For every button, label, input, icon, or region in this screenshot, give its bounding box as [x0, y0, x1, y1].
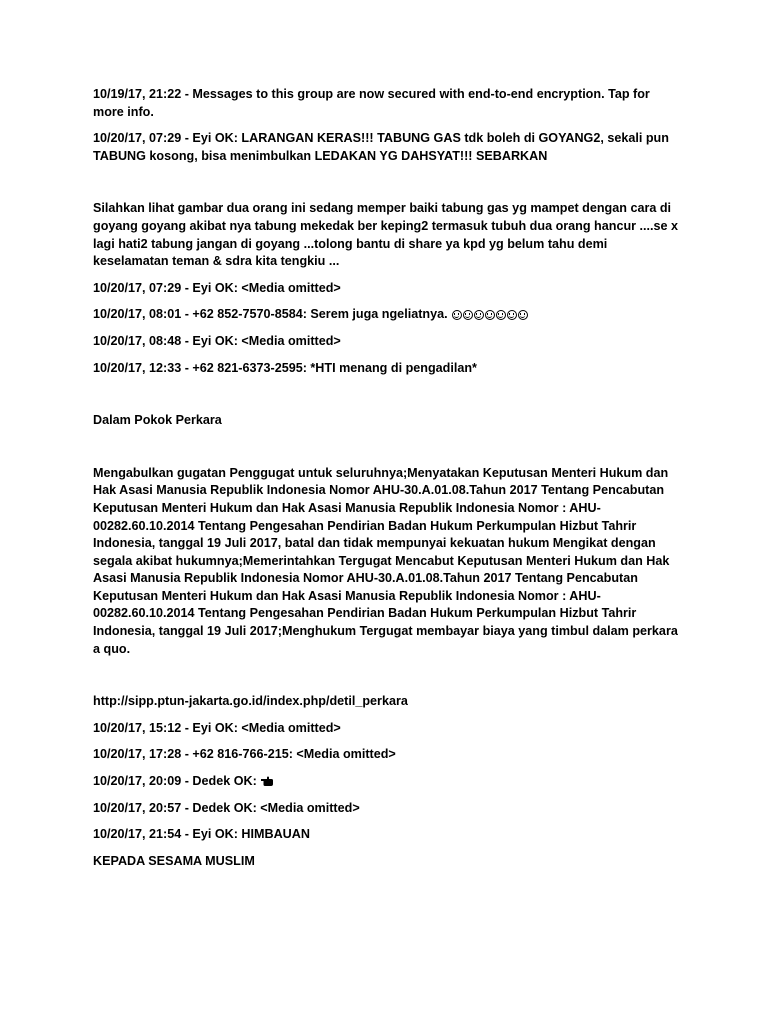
section-heading: [93, 412, 683, 430]
message-text: 10/20/17, 07:29 - Eyi OK: LARANGAN KERAS!!! TABUNG GAS tdk boleh di GOYANG2, sekali pun TABUNG kosong, bisa menimbulkan LEDAKAN YG DAHSYAT!!! SEBARKAN: [93, 131, 669, 163]
message-text: Mengabulkan gugatan Penggugat untuk seluruhnya;Menyatakan Keputusan Menteri Hukum dan Hak Asasi Manusia Republik Indonesia Nomor AHU-30.A.01.08.Tahun 2017 Tentang Pencabutan Keputusan Menteri Hukum dan Hak Asasi Manusia Republik Indonesia Nomor : AHU-00282.60.10.2014 Tentang Pengesahan Pendirian Badan Hukum Perkumpulan Hizbut Tahrir Indonesia, tanggal 19 Juli 2017, batal dan tidak mempunyai kekuatan hukum Mengikat dengan segala akibat hukumnya;Memerintahkan Tergugat Mencabut Keputusan Menteri Hukum dan Hak Asasi Manusia Republik Indonesia Nomor AHU-30.A.01.08.Tahun 2017 Tentang Pencabutan Keputusan Menteri Hukum dan Hak Asasi Manusia Republik Indonesia Nomor : AHU-00282.60.10.2014 Tentang Pengesahan Pendirian Badan Hukum Perkumpulan Hizbut Tahrir Indonesia, tanggal 19 Juli 2017;Menghukum Tergugat membayar biaya yang timbul dalam perkara a quo.: [93, 465, 678, 656]
laughing-emoji-icons: [452, 310, 528, 320]
chat-message: [93, 360, 683, 378]
chat-message: [93, 746, 683, 764]
chat-message: [93, 280, 683, 298]
chat-message: [93, 800, 683, 818]
laughing-face-icon: [463, 310, 473, 320]
chat-message: [93, 773, 683, 791]
message-text: 10/20/17, 08:48 - Eyi OK: <Media omitted>: [93, 333, 341, 348]
laughing-face-icon: [452, 310, 462, 320]
chat-message: [93, 306, 683, 324]
chat-message: [93, 130, 683, 165]
laughing-face-icon: [474, 310, 484, 320]
message-continuation: [93, 200, 683, 270]
laughing-face-icon: [507, 310, 517, 320]
message-text: Silahkan lihat gambar dua orang ini sedang memper baiki tabung gas yg mampet dengan cara di goyang goyang akibat nya tabung mekedak ber keping2 termasuk tubuh dua orang hancur ....se x lagi hati2 tabung jangan di goyang ...tolong bantu di share ya kpd yg belum tahu demi keselamatan teman & sdra kita tengkiu ...: [93, 201, 679, 269]
chat-export-document: [93, 86, 683, 879]
chat-message: [93, 333, 683, 351]
system-message: [93, 86, 683, 121]
chat-message: [93, 826, 683, 844]
message-continuation: [93, 853, 683, 871]
message-text: Dalam Pokok Perkara: [93, 413, 222, 428]
message-text: 10/20/17, 07:29 - Eyi OK: <Media omitted>: [93, 280, 341, 295]
message-text: 10/20/17, 12:33 - +62 821-6373-2595: *HTI menang di pengadilan*: [93, 360, 477, 375]
pointing-hand-icon: [261, 776, 273, 786]
link-line[interactable]: [93, 693, 683, 711]
chat-message: [93, 720, 683, 738]
laughing-face-icon: [485, 310, 495, 320]
message-text: 10/20/17, 17:28 - +62 816-766-215: <Media omitted>: [93, 747, 396, 762]
message-text: 10/20/17, 15:12 - Eyi OK: <Media omitted>: [93, 720, 341, 735]
verdict-paragraph: [93, 465, 683, 659]
message-text: 10/20/17, 08:01 - +62 852-7570-8584: Serem juga ngeliatnya.: [93, 307, 448, 322]
message-text: KEPADA SESAMA MUSLIM: [93, 853, 255, 868]
case-url[interactable]: http://sipp.ptun-jakarta.go.id/index.php/detil_perkara: [93, 694, 408, 709]
message-text: 10/20/17, 20:57 - Dedek OK: <Media omitted>: [93, 800, 360, 815]
message-text: 10/20/17, 21:54 - Eyi OK: HIMBAUAN: [93, 827, 310, 842]
message-text: 10/19/17, 21:22 - Messages to this group are now secured with end-to-end encryption. Tap for more info.: [93, 87, 650, 119]
message-text: 10/20/17, 20:09 - Dedek OK:: [93, 774, 257, 789]
laughing-face-icon: [496, 310, 506, 320]
laughing-face-icon: [518, 310, 528, 320]
